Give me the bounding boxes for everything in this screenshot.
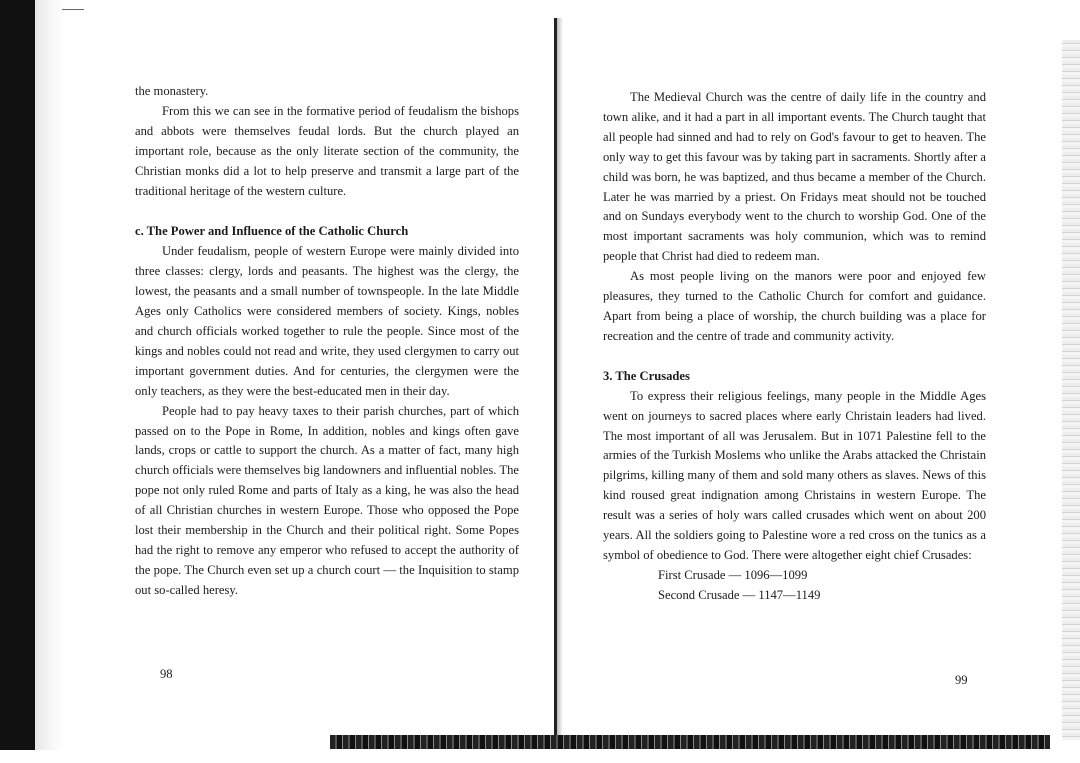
scan-mark bbox=[62, 9, 84, 10]
section-heading-catholic-church: c. The Power and Influence of the Catholic Church bbox=[135, 224, 409, 239]
paragraph-crusades: To express their religious feelings, many people in the Middle Ages went on journeys to sacred places where early Christain leaders had lived. The most important of all was Jerusalem. But in 1071 Palestine fell to the armies of the Turkish Moslems who unlike the Arabs attacked the Christain pilgrims, killing many of them and sold many others as slaves. News of this kind roused great indignation among Christains in western Europe. The result was a series of holy wars called crusades which went on about 200 years. All the soldiers going to Palestine wore a red cross on the tunics as a symbol of obedience to God. There were altogether eight chief Crusades: bbox=[603, 388, 986, 562]
right-page bbox=[603, 88, 986, 606]
scan-right-edge bbox=[1062, 40, 1080, 740]
scan-bottom-edge bbox=[330, 735, 1050, 749]
list-item: First Crusade — 1096—1099 bbox=[658, 567, 808, 582]
page-number-left: 98 bbox=[160, 667, 173, 681]
scan-left-shadow bbox=[35, 0, 65, 750]
book-spine-shadow bbox=[557, 18, 563, 736]
paragraph-three-classes: Under feudalism, people of western Europe were mainly divided into three classes: clergy, lords and peasants. The highest was the clergy, the lowest, the peasants and a small number of townspeople. In the late Middle Ages only Catholics were considered members of society. Kings, nobles and church officials worked together to rule the people. Since most of the kings and nobles could not read and write, they used clergymen to carry out important government duties. And for centuries, the clergymen were the only teachers, as they were the best-educated men in their day. bbox=[135, 244, 519, 398]
paragraph-feudal-lords: From this we can see in the formative period of feudalism the bishops and abbots were themselves feudal lords. But the church played an important role, because as the only literate section of the community, the Christian monks did a lot to help preserve and transmit a large part of the traditional heritage of the western culture. bbox=[135, 103, 519, 198]
paragraph-intro: the monastery. bbox=[135, 84, 209, 98]
scan-left-edge bbox=[0, 0, 35, 750]
page-number-right: 99 bbox=[955, 673, 968, 687]
paragraph-parish-taxes: People had to pay heavy taxes to their parish churches, part of which passed on to the Pope in Rome, In addition, nobles and kings often gave lands, crops or cattle to support the church. As a matter of fact, many high church officials were themselves big landowners and influential nobles. The pope not only ruled Rome and parts of Italy as a king, he was also the head of all Christian churches in western Europe. Those who opposed the Pope lost their membership in the Church and their political right. Some Popes had the right to remove any emperor who refused to accept the authority of the pope. The Church even set up a church court — the Inquisition to stamp out so-called heresy. bbox=[135, 403, 519, 597]
paragraph-manors: As most people living on the manors were poor and enjoyed few pleasures, they turned to the Catholic Church for comfort and guidance. Apart from being a place of worship, the church building was a place for recreation and the centre of trade and community activity. bbox=[603, 269, 986, 343]
list-item: Second Crusade — 1147—1149 bbox=[658, 587, 821, 602]
section-heading-crusades: 3. The Crusades bbox=[603, 368, 690, 383]
left-page bbox=[135, 82, 519, 601]
paragraph-daily-life: The Medieval Church was the centre of daily life in the country and town alike, and it had a part in all important events. The Church taught that all people had sinned and had to rely on God's favour to get to heaven. The only way to get this favour was by taking part in sacraments. Shortly after a child was born, he was baptized, and thus became a member of the Church. Later he was married by a priest. On Fridays meat should not be touched and on Sundays everybody went to the church to worship God. One of the most important sacraments was holy communion, which was to remind people that Christ had died to redeem man. bbox=[603, 90, 986, 264]
